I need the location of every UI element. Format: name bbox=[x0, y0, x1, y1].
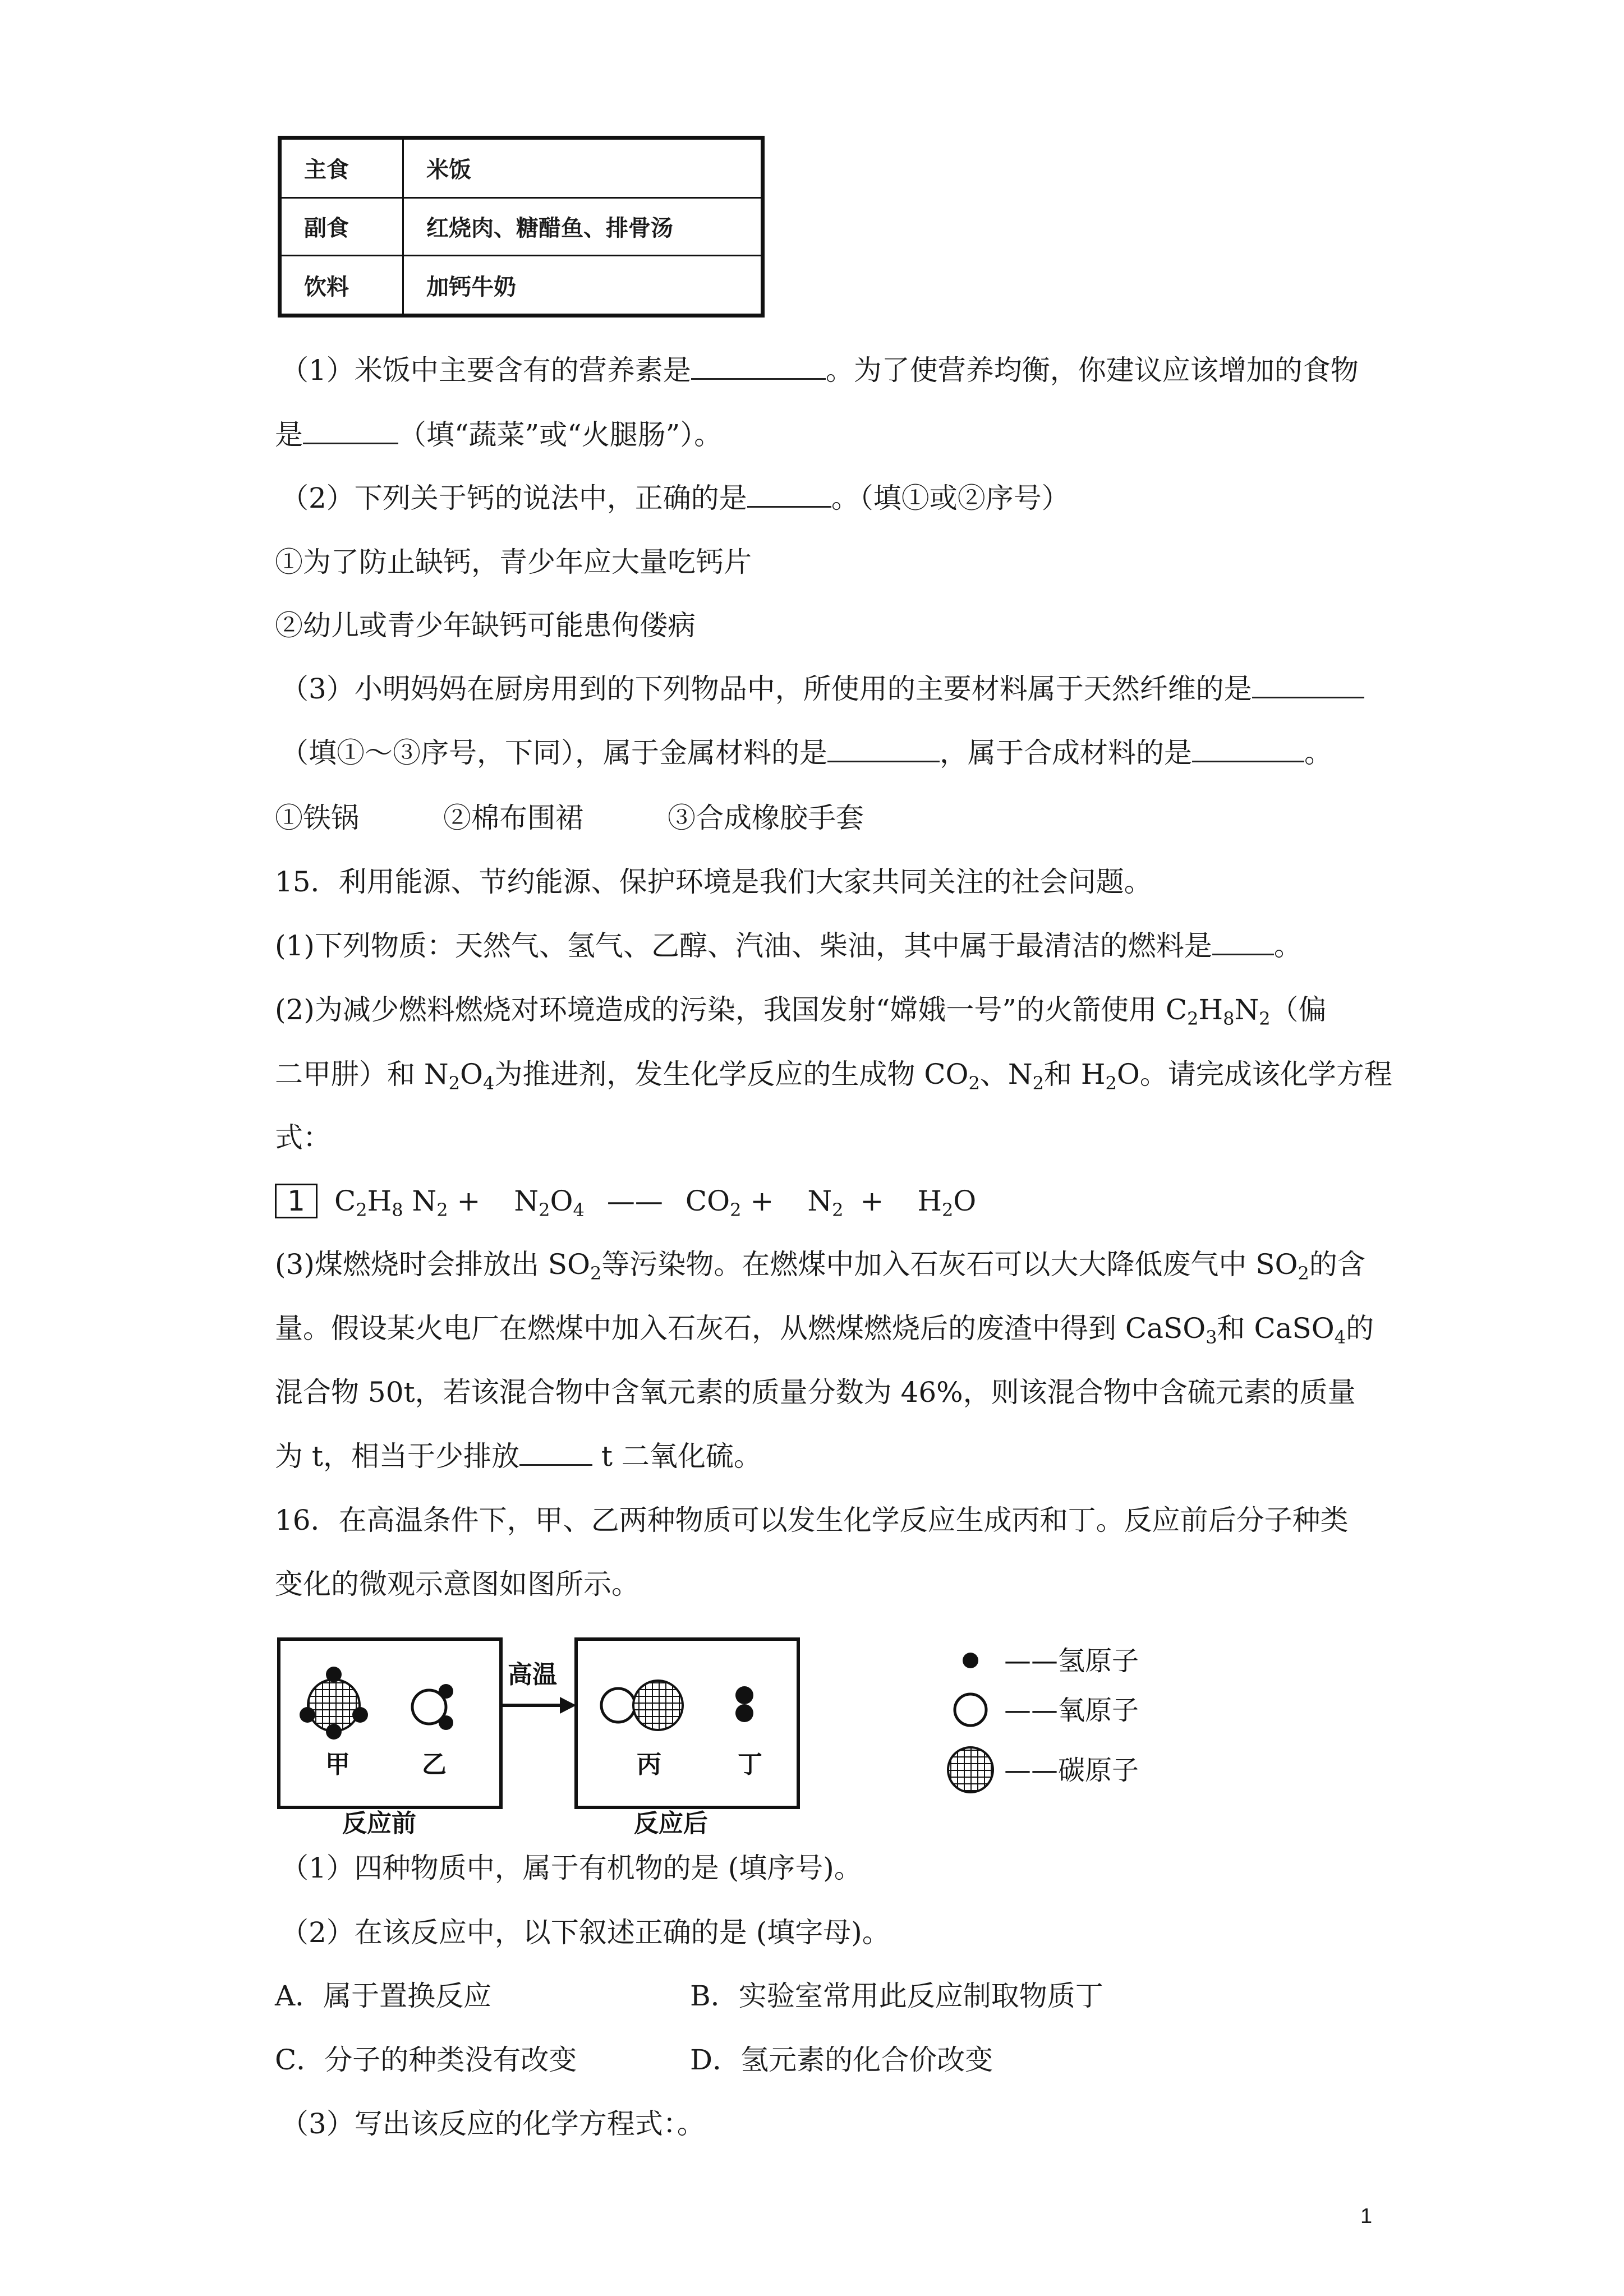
text: H bbox=[917, 1185, 942, 1217]
text: O bbox=[460, 1058, 484, 1091]
answer-blank[interactable] bbox=[519, 1442, 592, 1466]
q16-p1: （1）四种物质中，属于有机物的是 (填序号)。 bbox=[280, 1852, 862, 1884]
option-b: B．实验室常用此反应制取物质丁 bbox=[690, 1980, 1103, 2012]
subscript: 2 bbox=[1105, 1073, 1117, 1094]
co-molecule bbox=[601, 1681, 683, 1730]
q16-p2: （2）在该反应中，以下叙述正确的是 (填字母)。 bbox=[280, 1916, 890, 1949]
menu-content: 红烧肉、糖醋鱼、排骨汤 bbox=[403, 197, 763, 255]
subscript: 2 bbox=[1187, 1008, 1199, 1029]
legend-carbon: ——碳原子 bbox=[1004, 1755, 1139, 1786]
oxygen-atom-icon bbox=[955, 1694, 986, 1726]
text: 和 H bbox=[1044, 1058, 1106, 1091]
q15-p3-line1 bbox=[275, 1248, 1365, 1290]
q16-p3: （3）写出该反应的化学方程式：。 bbox=[280, 2108, 705, 2140]
subscript: 2 bbox=[1298, 1263, 1309, 1284]
text: N bbox=[1234, 993, 1259, 1026]
text: （3）小明妈妈在厨房用到的下列物品中，所使用的主要材料属于天然纤维的是 bbox=[280, 673, 1252, 705]
plus-sign: + bbox=[860, 1185, 884, 1217]
plus-sign: + bbox=[457, 1185, 481, 1217]
subscript: 2 bbox=[1259, 1008, 1271, 1029]
answer-blank[interactable] bbox=[827, 738, 940, 762]
text: (3)煤燃烧时会排放出 SO bbox=[275, 1248, 590, 1281]
coefficient-box[interactable]: 1 bbox=[275, 1184, 318, 1218]
q16-options-ab bbox=[275, 1979, 1103, 2013]
text: （1）米饭中主要含有的营养素是 bbox=[280, 354, 691, 386]
text: （2）下列关于钙的说法中，正确的是 bbox=[280, 482, 747, 514]
text: C bbox=[334, 1185, 356, 1217]
menu-content: 加钙牛奶 bbox=[403, 256, 763, 316]
q15-p2-line3: 式： bbox=[275, 1121, 331, 1154]
label-bing: 丙 bbox=[637, 1750, 661, 1779]
text: 。（填①或②序号） bbox=[831, 482, 1070, 514]
text: O bbox=[953, 1185, 977, 1217]
subscript: 4 bbox=[573, 1199, 585, 1221]
subscript: 2 bbox=[356, 1199, 367, 1221]
text: O。请完成该化学方程 bbox=[1116, 1058, 1392, 1091]
h2-molecule bbox=[735, 1686, 753, 1722]
q15-p2-line1 bbox=[275, 993, 1327, 1036]
text: (2)为减少燃料燃烧对环境造成的污染，我国发射“嫦娥一号”的火箭使用 C bbox=[275, 993, 1188, 1026]
q14-p2-opt1: ①为了防止缺钙，青少年应大量吃钙片 bbox=[275, 546, 752, 578]
text: 为推进剂，发生化学反应的生成物 CO bbox=[494, 1058, 969, 1091]
subscript: 2 bbox=[730, 1199, 742, 1221]
subscript: 2 bbox=[539, 1199, 550, 1221]
text: N bbox=[412, 1185, 437, 1217]
text: （填①～③序号，下同），属于金属材料的是 bbox=[280, 737, 827, 769]
label-ding: 丁 bbox=[738, 1750, 762, 1779]
text: 是 bbox=[275, 418, 303, 451]
answer-blank[interactable] bbox=[1212, 931, 1274, 955]
subscript: 2 bbox=[448, 1073, 461, 1094]
menu-label: 副食 bbox=[280, 197, 403, 255]
subscript: 8 bbox=[1223, 1008, 1235, 1029]
subscript: 3 bbox=[1206, 1327, 1217, 1348]
q14-p2-line1 bbox=[280, 481, 1070, 515]
before-box bbox=[279, 1639, 501, 1807]
table-row bbox=[280, 138, 763, 198]
text: CO bbox=[685, 1185, 730, 1217]
menu-label: 主食 bbox=[280, 138, 403, 198]
subscript: 2 bbox=[590, 1263, 602, 1284]
atom-legend bbox=[937, 1635, 1172, 1798]
subscript: 8 bbox=[392, 1199, 403, 1221]
option-d: D．氢元素的化合价改变 bbox=[690, 2044, 993, 2076]
q15-p2-line2 bbox=[275, 1057, 1392, 1100]
text: H bbox=[1198, 993, 1223, 1026]
text: ，属于合成材料的是 bbox=[940, 737, 1192, 769]
after-box bbox=[576, 1639, 798, 1807]
text: 量。假设某火电厂在燃煤中加入石灰石，从燃煤燃烧后的废渣中得到 CaSO bbox=[275, 1312, 1206, 1345]
answer-blank[interactable] bbox=[1252, 674, 1364, 698]
legend-oxygen: ——氧原子 bbox=[1004, 1695, 1139, 1726]
carbon-atom-icon bbox=[948, 1747, 993, 1792]
arrow-head-icon bbox=[560, 1697, 576, 1714]
q16-stem-line1: 16．在高温条件下，甲、乙两种物质可以发生化学反应生成丙和丁。反应前后分子种类 bbox=[275, 1504, 1349, 1536]
reaction-diagram bbox=[275, 1635, 802, 1837]
text: t 二氧化硫。 bbox=[601, 1440, 762, 1473]
q14-p3-items bbox=[275, 801, 864, 835]
text: 的含 bbox=[1309, 1248, 1365, 1281]
text: 。 bbox=[1304, 737, 1332, 769]
subscript: 2 bbox=[1032, 1073, 1044, 1094]
legend-hydrogen: ——氢原子 bbox=[1004, 1645, 1139, 1677]
q15-p3-line2 bbox=[275, 1312, 1374, 1354]
item: ③合成橡胶手套 bbox=[668, 802, 864, 834]
arrow-label: 高温 bbox=[508, 1660, 557, 1689]
q15-p1 bbox=[275, 929, 1302, 963]
plus-sign: + bbox=[750, 1185, 774, 1217]
text: 。为了使营养均衡，你建议应该增加的食物 bbox=[825, 354, 1359, 386]
q14-p1-line1 bbox=[280, 353, 1359, 387]
text: N bbox=[807, 1185, 832, 1217]
subscript: 2 bbox=[832, 1199, 844, 1221]
water-molecule bbox=[412, 1684, 453, 1730]
menu-table bbox=[278, 136, 765, 318]
subscript: 2 bbox=[941, 1199, 954, 1221]
answer-blank[interactable] bbox=[691, 356, 826, 380]
hydrogen-atom-icon bbox=[963, 1653, 978, 1668]
methane-molecule bbox=[300, 1667, 368, 1740]
item: ①铁锅 bbox=[275, 802, 359, 834]
subscript: 4 bbox=[483, 1073, 495, 1094]
q16-stem-line2: 变化的微观示意图如图所示。 bbox=[275, 1568, 640, 1600]
text: 二甲肼）和 N bbox=[275, 1058, 449, 1091]
text: 的 bbox=[1346, 1312, 1374, 1345]
answer-blank[interactable] bbox=[747, 484, 831, 508]
subscript: 2 bbox=[968, 1073, 980, 1094]
subscript: 2 bbox=[436, 1199, 448, 1221]
answer-blank[interactable] bbox=[1192, 738, 1304, 762]
option-a: A．属于置换反应 bbox=[275, 1980, 492, 2012]
text: N bbox=[514, 1185, 539, 1217]
q14-p3-line1 bbox=[280, 672, 1364, 706]
q15-p3-line3: 混合物 50t，若该混合物中含氧元素的质量分数为 46%，则该混合物中含硫元素的质量 bbox=[275, 1376, 1356, 1409]
item: ②棉布围裙 bbox=[443, 802, 583, 834]
text: （偏 bbox=[1270, 993, 1327, 1026]
answer-blank[interactable] bbox=[303, 420, 398, 444]
text: 和 CaSO bbox=[1217, 1312, 1335, 1345]
subscript: 4 bbox=[1334, 1327, 1346, 1348]
q14-p2-opt2: ②幼儿或青少年缺钙可能患佝偻病 bbox=[275, 609, 696, 642]
q14-p3-line2 bbox=[280, 736, 1332, 770]
menu-content: 米饭 bbox=[403, 138, 763, 198]
table-row bbox=[280, 197, 763, 255]
table-row bbox=[280, 256, 763, 316]
option-c: C．分子的种类没有改变 bbox=[275, 2044, 577, 2076]
text: 等污染物。在燃煤中加入石灰石可以大大降低废气中 SO bbox=[601, 1248, 1298, 1281]
label-before: 反应前 bbox=[342, 1809, 416, 1837]
text: (1)下列物质：天然气、氢气、乙醇、汽油、柴油，其中属于最清洁的燃料是 bbox=[275, 930, 1212, 962]
menu-label: 饮料 bbox=[280, 256, 403, 316]
text: （填“蔬菜”或“火腿肠”）。 bbox=[398, 418, 723, 451]
q14-p1-line2 bbox=[275, 418, 722, 452]
label-yi: 乙 bbox=[422, 1750, 447, 1779]
label-after: 反应后 bbox=[634, 1809, 708, 1837]
reaction-arrow: —— bbox=[606, 1185, 663, 1217]
q15-p3-line4 bbox=[275, 1439, 762, 1473]
label-jia: 甲 bbox=[325, 1750, 350, 1779]
text: 、N bbox=[979, 1058, 1033, 1091]
text: 为 t，相当于少排放 bbox=[275, 1440, 519, 1473]
page-number: 1 bbox=[1360, 2205, 1373, 2228]
text: H bbox=[367, 1185, 392, 1217]
q16-options-cd bbox=[275, 2043, 993, 2077]
text: 。 bbox=[1273, 930, 1302, 962]
text: O bbox=[550, 1185, 573, 1217]
q15-equation bbox=[275, 1184, 976, 1227]
q15-stem: 15．利用能源、节约能源、保护环境是我们大家共同关注的社会问题。 bbox=[275, 866, 1152, 898]
